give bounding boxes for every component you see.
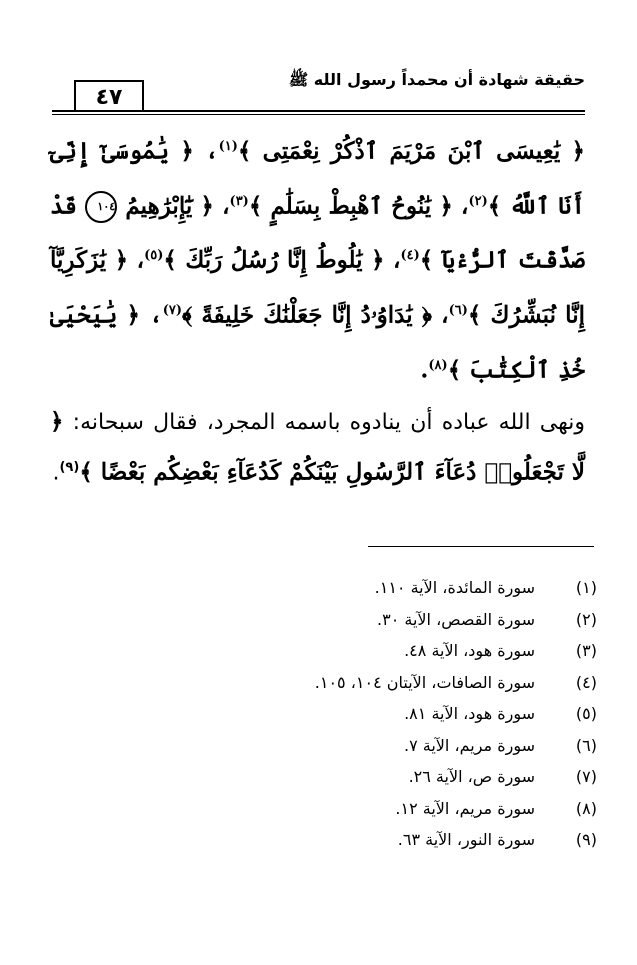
footnote-number: (٧) (575, 767, 597, 786)
footnote-number: (٣) (575, 641, 597, 660)
separator: ، (193, 137, 219, 165)
footnote-item (315, 667, 597, 699)
footnote-divider (368, 546, 594, 547)
footnote-item (315, 793, 597, 825)
header-divider (52, 110, 585, 112)
period: . (420, 356, 429, 384)
footnote-ref: (٨) (428, 357, 448, 373)
footnote-text: سورة ص، الآية ٢٦. (408, 767, 535, 786)
verse-quote: ﴿ يَٰٓإِبْرَٰهِيمُ (125, 192, 214, 220)
footnote-text: سورة المائدة، الآية ١١٠. (374, 578, 535, 597)
footnote-text: سورة الصافات، الآيتان ١٠٤، ١٠٥. (314, 672, 535, 692)
separator: ، (213, 192, 230, 220)
verse-quote: ﴿ يَٰدَاوُۥدُ إِنَّا جَعَلْنَٰكَ خَلِيفَةً ﴾ (181, 301, 432, 329)
verse-quote: ﴿ يَٰمُوسَىٰٓ إِنِّىٓ أَنَا ٱللَّهُ ﴾ (50, 137, 586, 220)
verse-quote: ﴿ يَٰلُوطُ إِنَّا رُسُلُ رَبِّكَ ﴾ (163, 246, 385, 274)
prose-paragraph (50, 399, 585, 495)
footnote-item (315, 730, 597, 762)
footnote-item (315, 635, 597, 667)
footnote-text: سورة مريم، الآية ١٢. (395, 798, 535, 818)
footnote-ref: (١) (218, 139, 238, 154)
main-text (50, 122, 585, 496)
footnotes-list (315, 572, 597, 856)
separator: ، (431, 301, 449, 329)
ayah-number-marker: ١٠٤ (85, 191, 117, 223)
footnote-text: سورة القصص، الآية ٣٠. (377, 609, 535, 629)
footnote-text: سورة النور، الآية ٦٣. (397, 830, 535, 849)
footnote-text: سورة هود، الآية ٤٨. (404, 641, 535, 660)
verse-quote: ﴿ يَٰزَكَرِيَّآ إِنَّا نُبَشِّرُكَ ﴾ (50, 246, 585, 329)
separator: ، (140, 301, 163, 329)
footnote-number: (٤) (575, 672, 597, 692)
footnote-ref: (٥) (144, 248, 164, 264)
period: . (52, 460, 60, 486)
footnote-text: سورة هود، الآية ٨١. (404, 704, 535, 723)
footnote-number: (٥) (575, 704, 597, 723)
footnote-number: (٩) (575, 830, 597, 849)
header-divider-thin (52, 114, 585, 115)
footnote-ref: (٤) (400, 248, 420, 264)
footnote-text: سورة مريم، الآية ٧. (404, 735, 535, 755)
verse-quote: قَدْ صَدَّقْتَ ٱلرُّءْيَآ ﴾ (50, 192, 585, 274)
footnote-item (315, 761, 597, 793)
verse-quote: ﴿ يَٰيَحْيَىٰ خُذِ ٱلْكِتَٰبَ ﴾ (50, 301, 585, 384)
separator: ، (128, 246, 145, 274)
footnote-number: (١) (575, 578, 597, 597)
footnote-ref: (٣) (229, 193, 249, 209)
footnote-ref: (٦) (448, 302, 468, 318)
footnote-item (315, 572, 597, 604)
footnote-number: (٢) (575, 609, 597, 629)
verse-quote: ﴿ يَٰنُوحُ ٱهْبِطْ بِسَلَٰمٍ ﴾ (248, 192, 453, 220)
verse-quote: ﴿ لَّا تَجْعَلُوا۟ دُعَآءَ ٱلرَّسُولِ بَيْنَكُمْ كَدُعَآءِ بَعْضِكُم بَعْضًا ﴾ (50, 408, 585, 486)
footnote-item (315, 824, 597, 856)
footnote-item (315, 698, 597, 730)
verse-quote: ﴿ يَٰعِيسَى ٱبْنَ مَرْيَمَ ٱذْكُرْ نِعْمَتِى ﴾ (237, 137, 586, 165)
running-title: حقيقة شهادة أن محمداً رسول الله ﷺ (288, 70, 585, 89)
separator: ، (384, 246, 401, 274)
footnote-number: (٦) (575, 735, 597, 755)
footnote-number: (٨) (575, 798, 597, 818)
footnote-ref: (٢) (468, 193, 488, 209)
footnote-item (315, 604, 597, 636)
footnote-ref: (٩) (59, 460, 80, 476)
prose-text: ونهى الله عباده أن ينادوه باسمه المجرد، فقال سبحانه: (63, 410, 585, 436)
quran-verses-paragraph (50, 122, 585, 395)
separator: ، (452, 192, 469, 220)
footnote-ref: (٧) (162, 302, 182, 318)
page-number: ٤٧ (74, 80, 144, 112)
